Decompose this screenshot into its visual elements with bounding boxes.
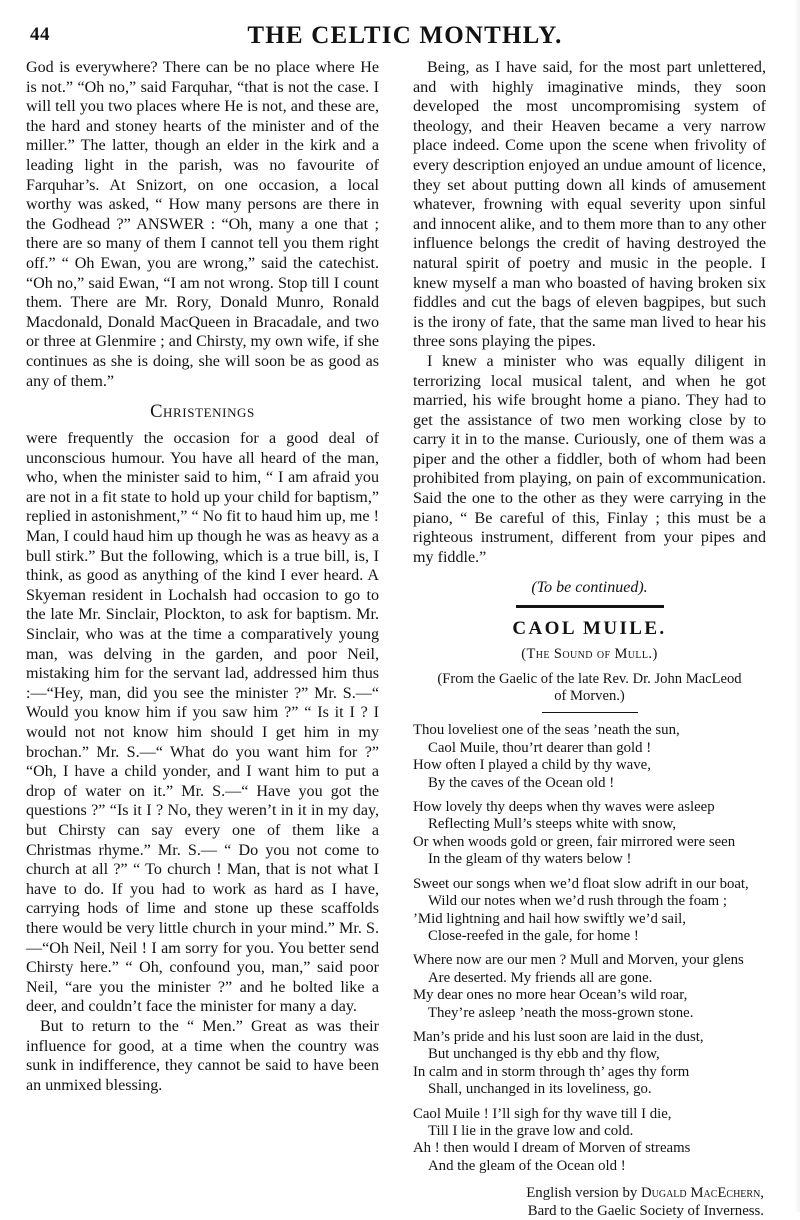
poem-line: In calm and in storm through th’ ages thy form (413, 1063, 690, 1080)
poem-source-line-1: (From the Gaelic of the late Rev. Dr. John MacLeod (437, 671, 742, 688)
poem-line: Ah ! then would I dream of Morven of streams (413, 1140, 691, 1157)
poem-line: Or when woods gold or green, fair mirrored were seen (413, 833, 736, 850)
poem-line: Thou loveliest one of the seas ’neath the sun, (413, 722, 680, 739)
poem-stanza (413, 1029, 766, 1099)
paragraph: Being, as I have said, for the most part unlettered, and with highly imaginative minds, they soon developed the most uncompromising system of theology, and their Heaven became a very narrow place indeed. Come upon the scene when frivolity of every description enjoyed an undue amount of licence, they set about putting down all kinds of amusement whatever, frowning with equal severity upon sinful and innocent alike, and to them more than to any other influence belongs the credit of having destroyed the natural spirit of poetry and music in the people. I knew myself a man who boasted of having broken six fiddles and cut the bags of eleven bagpipes, but such is the irony of fate, that the same man lived to hear his three sons playing the pipes. (413, 59, 766, 351)
poem-line: Man’s pride and his lust soon are laid in the dust, (413, 1028, 704, 1045)
poem-line: How often I played a child by thy wave, (413, 757, 651, 774)
section-heading-text: Christenings (150, 402, 255, 423)
paragraph: were frequently the occasion for a good deal of unconscious humour. You have all heard of the man, who, when the minister said to him, “ I am afraid you are not in a fit state to hold up your child for baptism,” replied in astonishment,” “ No fit to haud him up, me ! Man, I could haud him up though he was as heavy as a bull stirk.” But the following, which is a true bill, is, I think, as good as anything of the kind I ever heard. A Skyeman resident in Lochalsh had occasion to go to the late Mr. Sinclair, Plockton, to ask for baptism. Mr. Sinclair, who was at the time a comparatively young man, was delving in the garden, and poor Neil, mistaking him for the servant lad, addressed him thus :—“Hey, man, did you see the minister ?” Mr. S.—“ Would you know him if you saw him ?” “ Is it I ? I would not not know him should I get him in my brochan.” Mr. S.—“ What do you want him for ?” “Oh, I have a child yonder, and I want him to put a drop of water on it.” Mr. S.—“ Have you got the questions ?” “Is it I ? No, they weren’t in it in my day, but Chirsty can say every one of them like a Christmas rhyme.” Mr. S.— “ Do you not come to church at all ?” “ To church ! Man, that is not what I have to do. If you had to work as hard as I have, carrying hods of lime and stone up these scaffolds there would be very little church in your mind.” Mr. S.—“Oh Neil, Neil ! I am sorry for you. You better send Chirsty here.” “ Oh, confound you, man,” said poor Neil, “are you the minister ?” and he bolted like a deer, and couldn’t face the minister for many a day. (26, 430, 379, 1016)
poem-line: By the caves of the Ocean old ! (428, 774, 615, 791)
running-head (26, 22, 774, 52)
left-column (26, 58, 379, 1095)
poem-source-line-2: of Morven.) (554, 688, 625, 705)
poem-line: ’Mid lightning and hail how swiftly we’d sail, (413, 910, 686, 927)
paragraph: But to return to the “ Men.” Great as was their influence for good, at a time when the country was sunk in indifference, they cannot be said to have been an unmixed blessing. (26, 1017, 379, 1094)
poem-credit-line-1: English version by Dugald MacEchern, (526, 1185, 764, 1202)
poem-line: In the gleam of thy waters below ! (428, 851, 632, 868)
section-heading (26, 402, 379, 423)
poem-credit (413, 1185, 766, 1220)
translator-name: Dugald MacEchern (640, 1185, 761, 1202)
poem-line: But unchanged is thy ebb and thy flow, (428, 1046, 660, 1063)
poem-line: Where now are our men ? Mull and Morven, your glens (413, 952, 744, 969)
paragraph: God is everywhere? There can be no place where He is not.” “Oh no,” said Farquhar, “that is not the case. I will tell you two places where He is not, and these are, the hard and stoney hearts of the minister and of the miller.” The latter, though an elder in the kirk and a leading light in the parish, was no favourite of Farquhar’s. At Snizort, on one occasion, a local worthy was asked, “ How many persons are there in the Godhead ?” ANSWER : “Oh, many a one that ; there are so many of them I cannot tell you them right off.” “ Oh Ewan, you are wrong,” said the catechist. “Oh no,” said Ewan, “I am not wrong. Stop till I count them. There are Mr. Rory, Donald Munro, Ronald Macdonald, Donald MacQueen in Bracadale, and two or three at Glenmire ; and Chirsty, my own wife, if she continues as she is doing, she will soon be as good as any of them.” (26, 59, 379, 390)
poem-line: Till I lie in the grave low and cold. (428, 1122, 634, 1139)
poem-stanza (413, 876, 766, 946)
poem-body (413, 722, 766, 1175)
poem-source (413, 671, 766, 705)
poem-line: Sweet our songs when we’d float slow adrift in our boat, (413, 875, 749, 892)
poem-line: Shall, unchanged in its loveliness, go. (428, 1081, 652, 1098)
poem-line: Reflecting Mull’s steeps white with snow, (428, 816, 677, 833)
right-column (413, 58, 766, 1220)
to-be-continued-note: (To be continued). (531, 579, 648, 597)
page-number: 44 (30, 24, 50, 45)
poem-stanza (413, 952, 766, 1022)
poem-line: And the gleam of the Ocean old ! (428, 1157, 626, 1174)
two-column-layout (26, 58, 774, 1220)
poem-line: Caol Muile, thou’rt dearer than gold ! (428, 739, 652, 756)
poem-stanza (413, 799, 766, 869)
poem-line: Close-reefed in the gale, for home ! (428, 927, 639, 944)
poem-line: My dear ones no more hear Ocean’s wild roar, (413, 987, 688, 1004)
poem-line: Wild our notes when we’d rush through the foam ; (428, 893, 727, 910)
paragraph: I knew a minister who was equally diligent in terrorizing local musical talent, and when he got married, his wife brought home a piano. They had to get the assistance of two men working close by to carry it in to the manse. Curiously, one of them was a piper and the other a fiddler, both of whom had been prohibited from playing, on pain of excommunication. Said the one to the other as they were carrying in the piano, “ Be careful of this, Finlay ; this must be a righteous instrument, different from your pipes and my fiddle.” (413, 352, 766, 566)
poem-line: How lovely thy deeps when thy waves were asleep (413, 799, 715, 816)
poem-line: They’re asleep ’neath the moss-grown stone. (428, 1004, 694, 1021)
poem-title: CAOL MUILE. (512, 618, 667, 640)
poem-line: Caol Muile ! I’ll sigh for thy wave till I die, (413, 1105, 672, 1122)
page-edge-shadow (794, 0, 800, 1212)
poem-stanza (413, 722, 766, 792)
poem-stanza (413, 1106, 766, 1176)
horizontal-rule (542, 712, 638, 713)
poem-line: Are deserted. My friends all are gone. (428, 969, 653, 986)
poem-credit-line-2: Bard to the Gaelic Society of Inverness. (527, 1202, 764, 1219)
poem-subtitle: (The Sound of Mull.) (521, 646, 658, 663)
horizontal-rule (516, 605, 664, 608)
publication-title: THE CELTIC MONTHLY. (247, 22, 563, 49)
